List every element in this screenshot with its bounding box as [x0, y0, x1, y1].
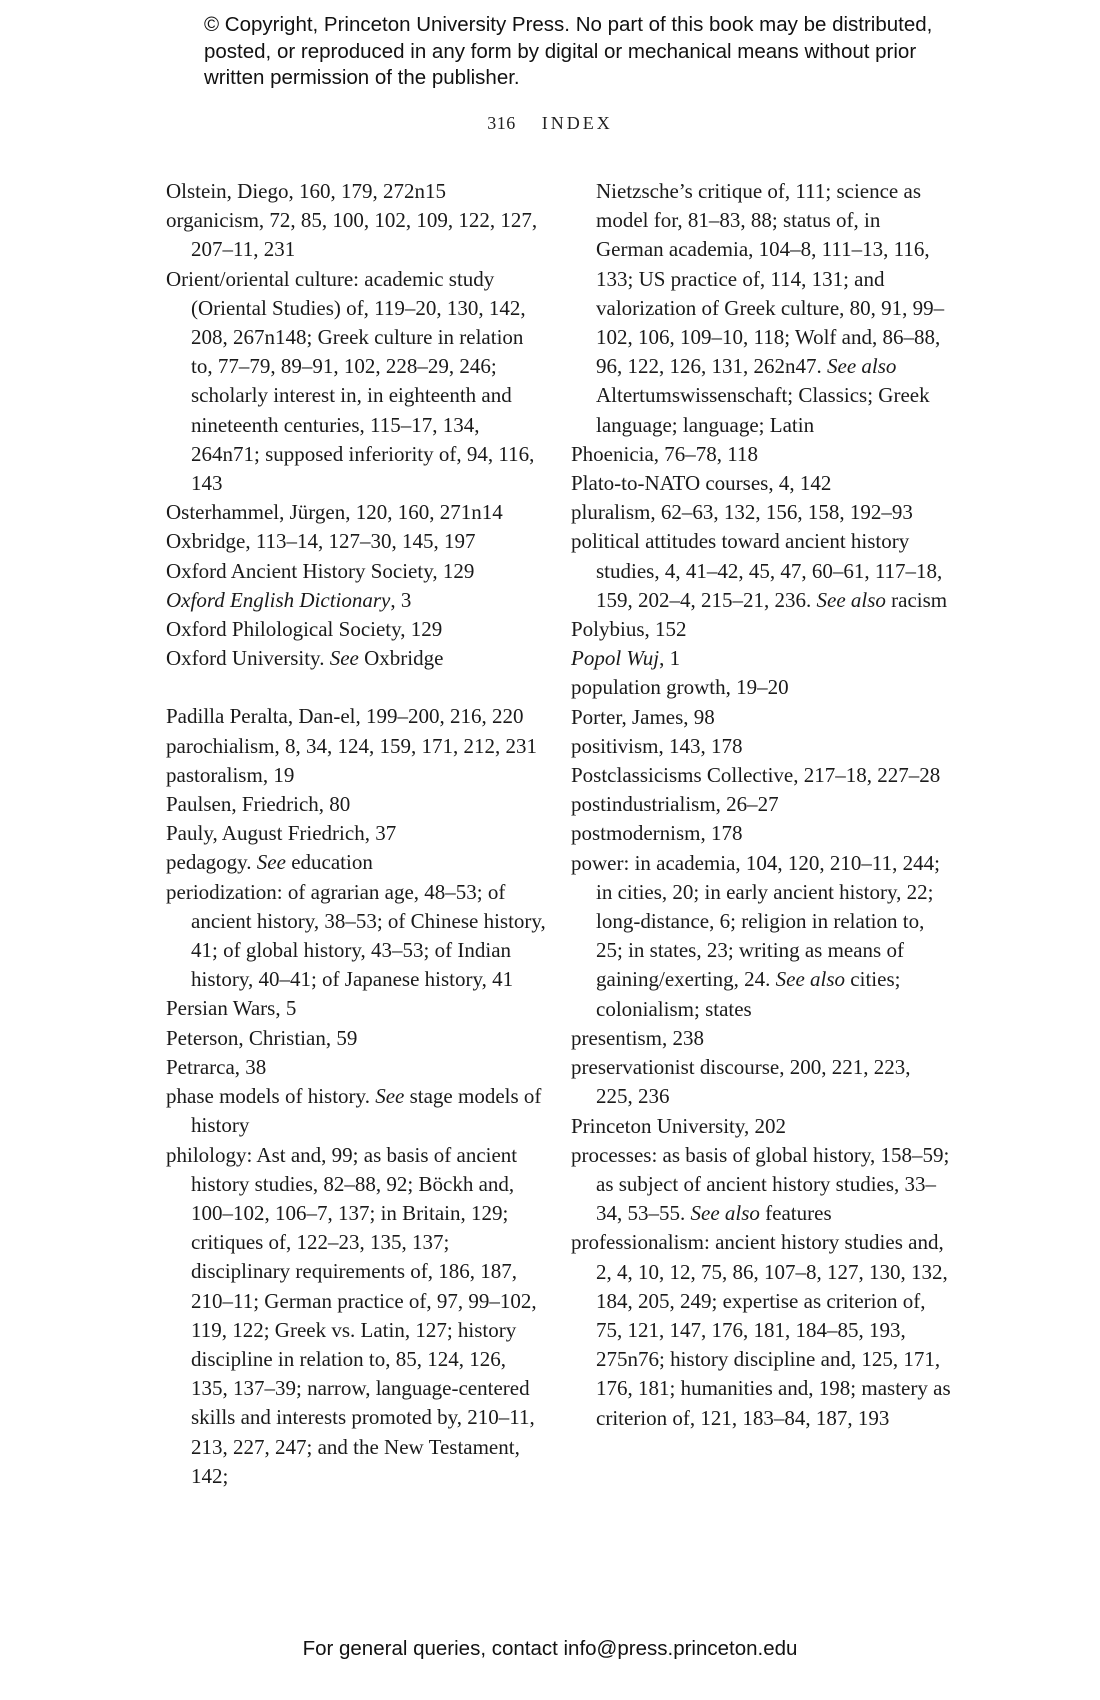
index-entry-text: postindustrialism, 26–27: [571, 792, 779, 817]
index-entry: [571, 469, 951, 498]
index-entry: [166, 1141, 546, 1491]
index-entry-text: professionalism: ancient history studies and, 2, 4, 10, 12, 75, 86, 107–8, 127, 130, 132, 184, 205, 249; expertise as criterion of, 75, 121, 147, 176, 181, 184–85, 193, 275n76; history discipline and, 125, 171, 176, 181; humanities and, 198; mastery as criterion of, 121, 183–84, 187, 193: [571, 1230, 951, 1430]
index-column-right: [571, 177, 951, 1433]
index-entry-text: features: [759, 1201, 832, 1226]
index-entry-text: Oxbridge, 113–14, 127–30, 145, 197: [166, 529, 476, 554]
copyright-notice: © Copyright, Princeton University Press. No part of this book may be distributed, posted, or reproduced in any form by digital or mechanical means without prior written permission of the publisher.: [204, 13, 933, 89]
index-entry: [166, 265, 546, 499]
index-entry: [166, 557, 546, 586]
index-entry: [571, 1141, 951, 1229]
index-entry-text: pastoralism, 19: [166, 762, 295, 787]
section-title: INDEX: [541, 113, 613, 133]
index-entry-text: Olstein, Diego, 160, 179, 272n15: [166, 179, 446, 203]
index-entry-text: postmodernism, 178: [571, 821, 743, 846]
index-entry-text: Nietzsche’s critique of, 111; science as model for, 81–83, 88; status of, in German academia, 104–8, 111–13, 116, 133; US practice of, 114, 131; and valorization of Greek culture, 80, 91, 99–102, 106, 109–10, 118; Wolf and, 86–88, 96, 122, 126, 131, 262n47.: [596, 179, 945, 379]
index-entry: [571, 819, 951, 848]
index-entry: [166, 1053, 546, 1082]
index-entry-text: See: [329, 646, 359, 671]
index-entry: [571, 790, 951, 819]
index-entry: [571, 732, 951, 761]
index-entry-text: Phoenicia, 76–78, 118: [571, 441, 759, 466]
index-entry: [571, 703, 951, 732]
index-entry-text: See also: [690, 1201, 760, 1226]
index-entry-text: See also: [827, 354, 897, 379]
index-entry-text: Porter, James, 98: [571, 704, 715, 729]
index-entry-text: processes: as basis of global history, 158–59; as subject of ancient history studies, 33–34, 53–55.: [571, 1142, 950, 1226]
index-entry: [166, 819, 546, 848]
index-entry-text: cities; colonialism; states: [596, 967, 901, 1021]
index-entry-text: Altertumswissenschaft; Classics; Greek language; language; Latin: [596, 383, 930, 437]
index-entry-text: Paulsen, Friedrich, 80: [166, 792, 351, 817]
index-entry-text: preservationist discourse, 200, 221, 223, 225, 236: [571, 1055, 911, 1109]
index-entry-text: Oxford Ancient History Society, 129: [166, 558, 475, 583]
index-entry: [166, 878, 546, 995]
index-entry: [166, 177, 546, 206]
page-number: 316: [487, 113, 516, 133]
index-entry: [571, 498, 951, 527]
index-entry-text: Oxford English Dictionary: [166, 587, 391, 612]
index-entry: [571, 644, 951, 673]
footer-contact: For general queries, contact info@press.princeton.edu: [302, 1637, 798, 1660]
index-entry-text: positivism, 143, 178: [571, 733, 743, 758]
index-entry-text: Orient/oriental culture: academic study (Oriental Studies) of, 119–20, 130, 142, 208, 267n148; Greek culture in relation to, 77–79, 89–91, 102, 228–29, 246; scholarly interest in, in eighteenth and nineteenth centuries, 115–17, 134, 264n71; supposed inferiority of, 94, 116, 143: [166, 266, 535, 496]
index-entry-text: , 1: [659, 646, 681, 671]
index-entry-text: , 3: [390, 587, 412, 612]
letter-group-gap: [166, 673, 546, 702]
index-entry-text: organicism, 72, 85, 100, 102, 109, 122, 127, 207–11, 231: [166, 208, 538, 262]
index-entry-text: See: [256, 850, 286, 875]
index-entry: [571, 527, 951, 615]
index-entry: [166, 644, 546, 673]
index-entry-text: Peterson, Christian, 59: [166, 1025, 358, 1050]
index-entry: [571, 1024, 951, 1053]
index-entry: [166, 732, 546, 761]
index-entry: [571, 673, 951, 702]
index-entry: [571, 849, 951, 1024]
index-entry: [166, 1024, 546, 1053]
index-entry-text: Pauly, August Friedrich, 37: [166, 821, 397, 846]
index-entry-text: See also: [816, 587, 886, 612]
index-entry: [166, 848, 546, 877]
index-entry-text: Postclassicisms Collective, 217–18, 227–28: [571, 763, 941, 788]
index-entry-text: parochialism, 8, 34, 124, 159, 171, 212, 231: [166, 733, 537, 758]
index-entry-text: Polybius, 152: [571, 617, 687, 642]
index-entry: [166, 994, 546, 1023]
index-entry: [166, 586, 546, 615]
index-entry-text: philology: Ast and, 99; as basis of ancient history studies, 82–88, 92; Böckh and, 100–102, 106–7, 137; in Britain, 129; critiques of, 122–23, 135, 137; disciplinary requirements of, 186, 187, 210–11; German practice of, 97, 99–102, 119, 122; Greek vs. Latin, 127; history discipline in relation to, 85, 124, 126, 135, 137–39; narrow, language-centered skills and interests promoted by, 210–11, 213, 227, 247; and the New Testament, 142;: [166, 1142, 537, 1488]
index-entry: [166, 615, 546, 644]
index-entry: [571, 761, 951, 790]
index-entry: [166, 702, 546, 731]
index-entry-text: Popol Wuj: [571, 646, 660, 671]
running-head: [0, 113, 1100, 134]
index-entry: [166, 790, 546, 819]
index-entry: [166, 761, 546, 790]
index-entry-text: periodization: of agrarian age, 48–53; of ancient history, 38–53; of Chinese history, 41; of global history, 43–53; of Indian history, 40–41; of Japanese history, 41: [166, 879, 546, 992]
index-entry-text: Oxbridge: [358, 646, 444, 671]
index-entry-text: racism: [885, 587, 948, 612]
index-entry: [571, 440, 951, 469]
index-entry-text: See also: [775, 967, 846, 992]
index-entry-text: phase models of history.: [166, 1084, 376, 1109]
index-entry: [571, 1228, 951, 1432]
index-entry-text: education: [285, 850, 373, 875]
index-entry-text: pedagogy.: [166, 850, 257, 875]
index-entry-text: presentism, 238: [571, 1025, 704, 1050]
index-entry-text: power: in academia, 104, 120, 210–11, 244; in cities, 20; in early ancient history, 22; long-distance, 6; religion in relation to, 25; in states, 23; writing as means of gaining/exerting, 24.: [571, 850, 940, 992]
index-entry: [571, 1053, 951, 1111]
index-entry-text: Padilla Peralta, Dan-el, 199–200, 216, 220: [166, 704, 524, 729]
index-entry-text: stage models of history: [191, 1084, 542, 1138]
index-entry: [166, 527, 546, 556]
index-entry-text: Petrarca, 38: [166, 1054, 267, 1079]
index-entry: [166, 1082, 546, 1140]
index-entry-text: population growth, 19–20: [571, 675, 789, 700]
index-entry-text: political attitudes toward ancient history studies, 4, 41–42, 45, 47, 60–61, 117–18, 159, 202–4, 215–21, 236.: [571, 529, 943, 612]
index-entry-text: Osterhammel, Jürgen, 120, 160, 271n14: [166, 500, 503, 525]
index-entry-continued: [571, 177, 951, 440]
index-entry-text: Persian Wars, 5: [166, 996, 297, 1021]
index-entry: [166, 206, 546, 264]
index-entry-text: See: [375, 1084, 405, 1109]
index-entry-text: Plato-to-NATO courses, 4, 142: [571, 471, 832, 496]
index-entry-text: pluralism, 62–63, 132, 156, 158, 192–93: [571, 500, 913, 525]
index-entry-text: Oxford University.: [166, 646, 330, 671]
index-entry: [166, 498, 546, 527]
index-entry-text: Princeton University, 202: [571, 1113, 787, 1138]
index-column-left: [166, 177, 546, 1491]
index-entry: [571, 615, 951, 644]
index-entry-text: Oxford Philological Society, 129: [166, 617, 443, 642]
index-entry: [571, 1112, 951, 1141]
